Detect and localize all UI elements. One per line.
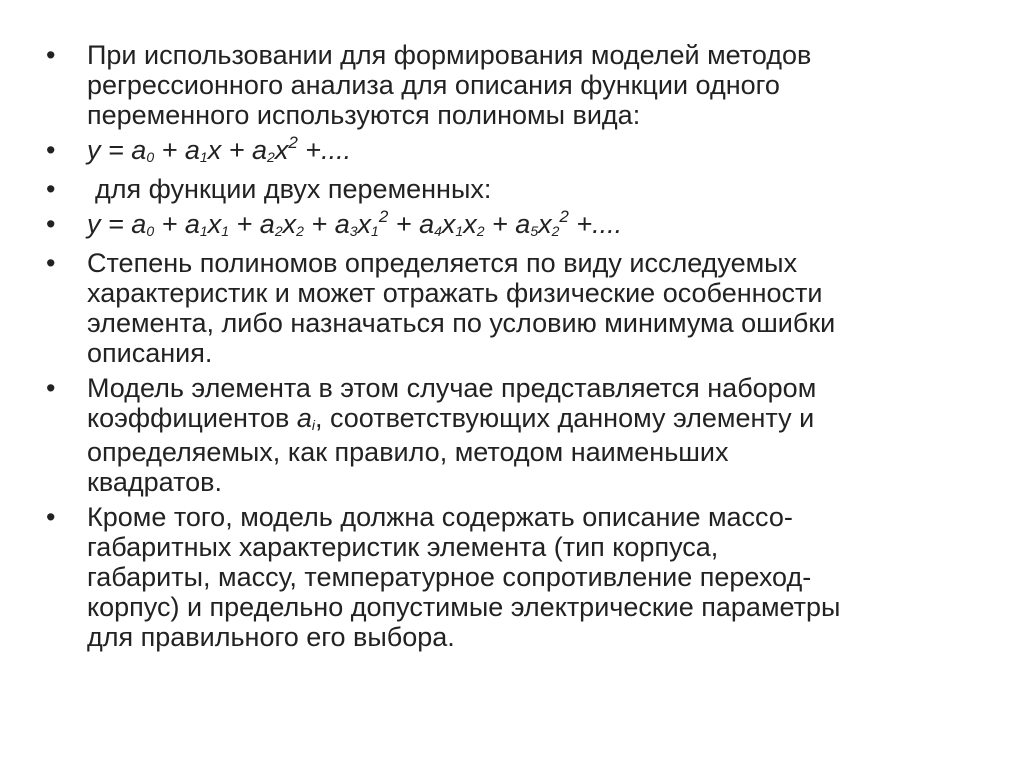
formula-symbol: + xyxy=(229,209,260,239)
formula-subscript: 2 xyxy=(551,223,560,239)
formula-symbol: x xyxy=(274,135,289,165)
formula-symbol: = xyxy=(100,135,132,165)
text-line: регрессионного анализа для описания функции одного xyxy=(87,70,780,100)
bullet-item-polynomial-degree xyxy=(46,248,986,368)
text-line: Кроме того, модель должна содержать описание массо- xyxy=(87,502,793,532)
formula-symbol: a xyxy=(131,135,147,165)
formula-symbol: x xyxy=(357,209,372,239)
text-line: Степень полиномов определяется по виду исследуемых xyxy=(87,248,798,278)
formula-symbol: + xyxy=(154,135,185,165)
formula-symbol: y xyxy=(87,135,101,165)
text-line xyxy=(87,403,986,437)
formula-symbol: a xyxy=(184,209,200,239)
text-line: элемента, либо назначаться по условию минимума ошибки xyxy=(87,308,836,338)
text-line: характеристик и может отражать физические особенности xyxy=(87,278,823,308)
formula-symbol: + xyxy=(388,209,420,239)
formula-symbol: a xyxy=(515,209,531,239)
text-fragment: , соответствующих данному элементу и xyxy=(314,403,815,433)
formula-subscript: 1 xyxy=(199,223,208,239)
text-fragment: коэффициентов xyxy=(87,403,297,433)
bullet-item-coefficients xyxy=(46,373,986,497)
formula-symbol: x xyxy=(207,135,222,165)
text-line: описания. xyxy=(87,338,213,368)
bullet-icon: • xyxy=(46,135,56,165)
bullet-icon: • xyxy=(46,373,56,403)
formula-symbol: a xyxy=(259,209,275,239)
text-line: квадратов. xyxy=(87,467,222,497)
text-line: габариты, массу, температурное сопротивление переход- xyxy=(87,562,812,592)
formula-subscript: 3 xyxy=(349,223,358,239)
text-line: габаритных характеристик элемента (тип корпуса, xyxy=(87,532,719,562)
formula-superscript: 2 xyxy=(559,207,569,226)
bullet-icon: • xyxy=(46,502,56,532)
formula-subscript: 1 xyxy=(199,149,208,165)
text-line: переменного используются полиномы вида: xyxy=(87,100,641,130)
bullet-icon: • xyxy=(46,174,56,204)
formula-superscript: 2 xyxy=(378,207,389,226)
formula-symbol: + xyxy=(221,135,252,165)
formula-symbol: + xyxy=(484,209,516,239)
formula-symbol: +.... xyxy=(568,209,623,239)
paragraph-text xyxy=(87,373,986,497)
text-line: корпус) и предельно допустимые электрические параметры xyxy=(87,592,841,622)
text-line: для функции двух переменных: xyxy=(95,174,492,204)
text-line: При использовании для формирования моделей методов xyxy=(87,40,812,70)
formula-symbol: x xyxy=(207,209,222,239)
polynomial-formula-two-variables xyxy=(87,209,622,239)
formula-symbol: x xyxy=(463,209,477,239)
formula-subscript: 0 xyxy=(146,223,155,239)
formula-subscript: 4 xyxy=(434,223,442,239)
formula-symbol: a xyxy=(184,135,200,165)
bullet-item-mass-dimensions xyxy=(46,502,986,652)
formula-subscript: 1 xyxy=(221,223,230,239)
formula-symbol: x xyxy=(441,209,456,239)
bullet-list xyxy=(46,40,986,657)
formula-subscript: 1 xyxy=(371,223,379,239)
text-line: Модель элемента в этом случае представляется набором xyxy=(87,373,817,403)
paragraph-text xyxy=(87,174,986,204)
formula-symbol: a xyxy=(419,209,435,239)
formula-symbol: = xyxy=(100,209,132,239)
bullet-item-formula-one-variable xyxy=(46,135,986,169)
formula-superscript: 2 xyxy=(288,133,298,152)
polynomial-formula-one-variable xyxy=(87,135,351,165)
formula-symbol: + xyxy=(303,209,335,239)
bullet-item-intro xyxy=(46,40,986,130)
paragraph-text xyxy=(87,248,986,368)
bullet-icon: • xyxy=(46,209,56,239)
formula-symbol: a xyxy=(131,209,147,239)
formula-subscript: 1 xyxy=(455,223,464,239)
bullet-item-two-variables xyxy=(46,174,986,204)
formula-symbol: x xyxy=(282,209,297,239)
formula-symbol: +.... xyxy=(297,135,352,165)
formula-subscript: 5 xyxy=(530,223,539,239)
bullet-icon: • xyxy=(46,248,56,278)
paragraph-text xyxy=(87,502,986,652)
bullet-icon: • xyxy=(46,40,56,70)
formula-symbol: a xyxy=(334,209,350,239)
formula-symbol: + xyxy=(154,209,185,239)
paragraph-text xyxy=(87,40,986,130)
formula-symbol: x xyxy=(538,209,552,239)
coefficient-symbol: a xyxy=(296,403,312,433)
formula-subscript: 0 xyxy=(146,149,155,165)
formula-subscript: 2 xyxy=(274,223,283,239)
coefficient-subscript: i xyxy=(311,417,315,433)
formula-subscript: 2 xyxy=(296,223,304,239)
formula-subscript: 2 xyxy=(476,223,485,239)
text-line: определяемых, как правило, методом наименьших xyxy=(87,437,729,467)
text-line: для правильного его выбора. xyxy=(87,622,455,652)
formula-subscript: 2 xyxy=(267,149,275,165)
formula-symbol: y xyxy=(87,209,101,239)
bullet-item-formula-two-variables xyxy=(46,209,986,243)
formula-symbol: a xyxy=(252,135,268,165)
